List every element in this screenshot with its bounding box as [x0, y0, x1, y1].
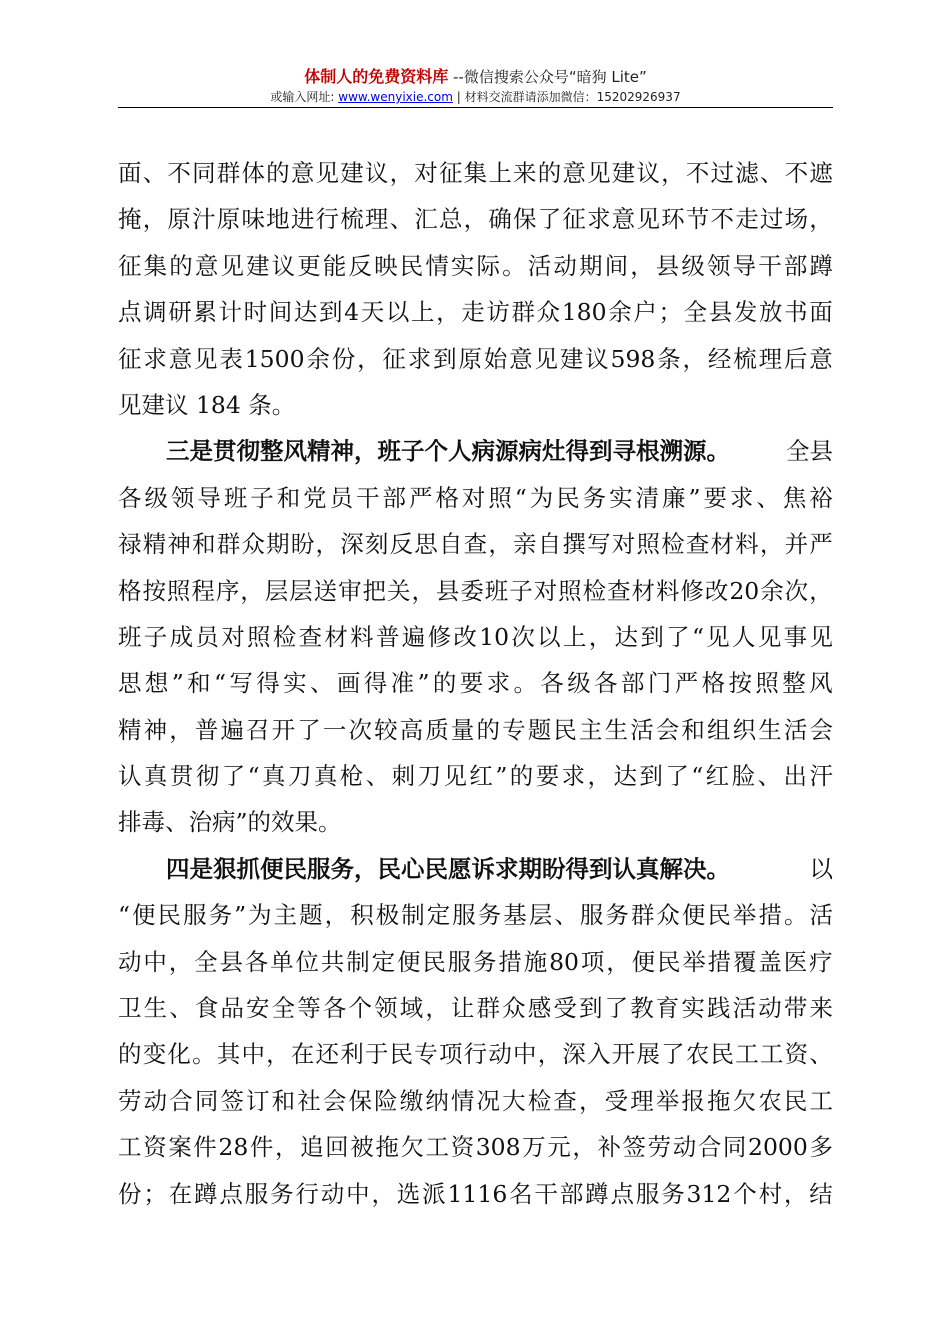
page-header	[118, 66, 833, 106]
text-line: 认 真 贯 彻 了 “ 真 刀 真 枪 、 刺 刀 见 红 ” 的 要 求 ， 达 到 了 “ 红 脸 、 出 汗	[118, 762, 833, 791]
header-url-link[interactable]: www.wenyixie.com	[338, 90, 453, 104]
header-url-prefix: 或输入网址:	[270, 90, 339, 104]
text-line: 排毒、治病”的效果。	[118, 808, 342, 837]
text-line: 征 集 的 意 见 建 议 更 能 反 映 民 情 实 际 。 活 动 期 间 ， 县 级 领 导 干 部 蹲	[118, 251, 833, 280]
text-line: 各 级 领 导 班 子 和 党 员 干 部 严 格 对 照 “ 为 民 务 实 清 廉 ” 要 求 、 焦 裕	[118, 483, 833, 512]
paragraph-first-line	[118, 846, 833, 892]
paragraph-heading: 四是狠抓便民服务，民心民愿诉求期盼得到认真解决。	[166, 854, 730, 883]
text-line: 思 想 ” 和 “ 写 得 实 、 画 得 准 ” 的 要 求 。 各 级 各 部 门 严 格 按 照 整 风	[118, 669, 833, 698]
text-line: 精 神 ， 普 遍 召 开 了 一 次 较 高 质 量 的 专 题 民 主 生 活 会 和 组 织 生 活 会	[118, 715, 833, 744]
paragraph-first-line	[118, 428, 833, 474]
text-line: 份 ； 在 蹲 点 服 务 行 动 中 ， 选 派 1116 名 干 部 蹲 点 服 务 312 个 村 ， 结	[118, 1179, 833, 1208]
text-line: “ 便 民 服 务 ” 为 主 题 ， 积 极 制 定 服 务 基 层 、 服 务 群 众 便 民 举 措 。 活	[118, 901, 833, 930]
header-tagline: --微信搜索公众号“暗狗 Lite”	[448, 68, 647, 86]
paragraph-2	[118, 428, 833, 846]
paragraph-3	[118, 846, 833, 1217]
text-line: 卫 生 、 食 品 安 全 等 各 个 领 域 ， 让 群 众 感 受 到 了 教 育 实 践 活 动 带 来	[118, 994, 833, 1023]
text-line: 掩 ， 原 汁 原 味 地 进 行 梳 理 、 汇 总 ， 确 保 了 征 求 意 见 环 节 不 走 过 场 ，	[118, 205, 833, 234]
header-wechat-info: | 材料交流群请添加微信：15202926937	[452, 90, 681, 104]
header-title-line	[118, 66, 833, 88]
paragraph-heading: 三是贯彻整风精神，班子个人病源病灶得到寻根溯源。	[166, 437, 730, 466]
paragraph-first-line-rest: 以	[809, 854, 833, 883]
paragraph-1	[118, 150, 833, 428]
header-contact-line	[118, 88, 833, 106]
header-brand: 体制人的免费资料库	[304, 67, 449, 86]
document-body	[118, 150, 833, 1217]
text-line: 点 调 研 累 计 时 间 达 到 4 天 以 上 ， 走 访 群 众 180 余 户 ； 全 县 发 放 书 面	[118, 298, 833, 327]
text-line: 班 子 成 员 对 照 检 查 材 料 普 遍 修 改 10 次 以 上 ， 达 到 了 “ 见 人 见 事 见	[118, 622, 833, 651]
text-line: 禄 精 神 和 群 众 期 盼 ， 深 刻 反 思 自 查 ， 亲 自 撰 写 对 照 检 查 材 料 ， 并 严	[118, 530, 833, 559]
text-line: 的 变 化 。 其 中 ， 在 还 利 于 民 专 项 行 动 中 ， 深 入 开 展 了 农 民 工 工 资 、	[118, 1040, 833, 1069]
text-line: 动 中 ， 全 县 各 单 位 共 制 定 便 民 服 务 措 施 80 项 ， 便 民 举 措 覆 盖 医 疗	[118, 947, 833, 976]
header-divider	[118, 107, 833, 108]
text-line: 见建议 184 条。	[118, 390, 296, 419]
text-line: 劳 动 合 同 签 订 和 社 会 保 险 缴 纳 情 况 大 检 查 ， 受 理 举 报 拖 欠 农 民 工	[118, 1086, 833, 1115]
text-line: 征 求 意 见 表 1500 余 份 ， 征 求 到 原 始 意 见 建 议 598 条 ， 经 梳 理 后 意	[118, 344, 833, 373]
text-line: 格 按 照 程 序 ， 层 层 送 审 把 关 ， 县 委 班 子 对 照 检 查 材 料 修 改 20 余 次 ，	[118, 576, 833, 605]
text-line: 面 、 不 同 群 体 的 意 见 建 议 ， 对 征 集 上 来 的 意 见 建 议 ， 不 过 滤 、 不 遮	[118, 159, 833, 187]
text-line: 工 资 案 件 28 件 ， 追 回 被 拖 欠 工 资 308 万 元 ， 补 签 劳 动 合 同 2000 多	[118, 1133, 833, 1162]
paragraph-first-line-rest: 全县	[786, 437, 833, 466]
